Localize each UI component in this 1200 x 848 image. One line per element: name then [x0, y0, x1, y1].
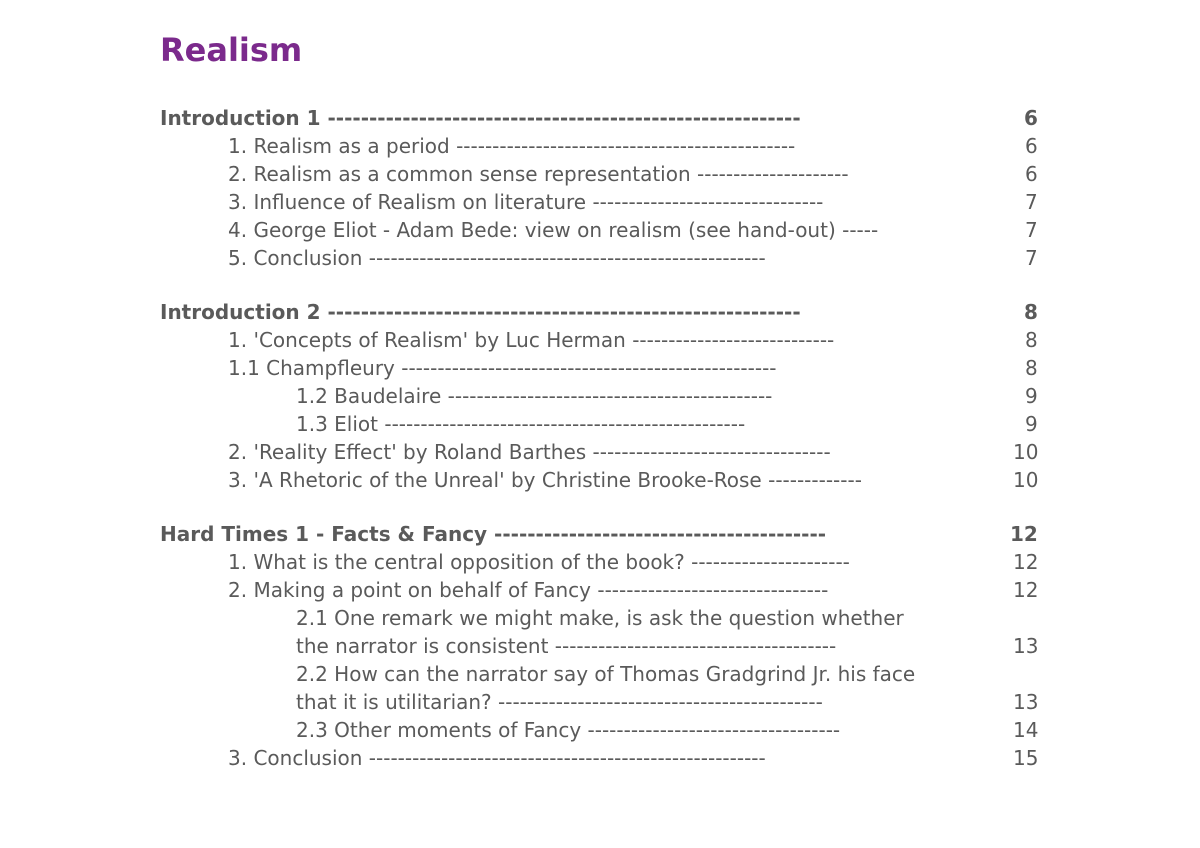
toc-section-heading [160, 104, 1038, 132]
toc-page-number: 6 [1025, 134, 1038, 158]
toc-entry-text: 1. 'Concepts of Realism' by Luc Herman ---------------------------- [228, 328, 835, 352]
toc-entry [296, 382, 1038, 410]
toc-page-number: 9 [1025, 384, 1038, 408]
toc-entry [228, 160, 1038, 188]
toc-entry [296, 716, 1038, 744]
toc-entry-text: 2.1 One remark we might make, is ask the question whether [296, 606, 904, 630]
toc-section-heading [160, 520, 1038, 548]
toc-page-number: 6 [1025, 162, 1038, 186]
toc-entry [296, 688, 1038, 716]
toc-page-number: 10 [1013, 440, 1038, 464]
toc-entry-text: Hard Times 1 - Facts & Fancy ---------------------------------------- [160, 522, 827, 546]
toc-entry [228, 438, 1038, 466]
toc-entry [228, 744, 1038, 772]
toc-entry [296, 632, 1038, 660]
toc-entry-text: Introduction 2 --------------------------------------------------------- [160, 300, 801, 324]
toc-entry [228, 576, 1038, 604]
toc-page-number: 8 [1025, 356, 1038, 380]
toc-entry-text: that it is utilitarian? --------------------------------------------- [296, 690, 823, 714]
toc-entry [228, 354, 1038, 382]
toc-page-number: 13 [1013, 690, 1038, 714]
toc-entry [228, 548, 1038, 576]
toc-entry [296, 410, 1038, 438]
document-title: Realism [160, 31, 303, 69]
toc-entry-text: 1.2 Baudelaire --------------------------------------------- [296, 384, 773, 408]
toc-entry [228, 244, 1038, 272]
toc-page-number: 15 [1013, 746, 1038, 770]
toc-entry-text: Introduction 1 --------------------------------------------------------- [160, 106, 801, 130]
toc-page-number: 12 [1013, 550, 1038, 574]
toc-entry-text: 1. What is the central opposition of the book? ---------------------- [228, 550, 850, 574]
toc-page-number: 7 [1025, 190, 1038, 214]
toc-entry-text: 2.2 How can the narrator say of Thomas Gradgrind Jr. his face [296, 662, 916, 686]
toc-entry [296, 660, 1038, 688]
toc-entry-text: 1.3 Eliot -------------------------------------------------- [296, 412, 746, 436]
toc-page-number: 9 [1025, 412, 1038, 436]
toc-page-number: 12 [1010, 522, 1038, 546]
toc-entry-text: 3. Conclusion ------------------------------------------------------- [228, 746, 766, 770]
toc-entry [228, 326, 1038, 354]
toc-entry [228, 188, 1038, 216]
toc-entry-text: 2.3 Other moments of Fancy ----------------------------------- [296, 718, 841, 742]
toc-entry [228, 466, 1038, 494]
toc-entry-text: 3. Influence of Realism on literature -------------------------------- [228, 190, 824, 214]
toc-page-number: 13 [1013, 634, 1038, 658]
toc-entry-text: 2. 'Reality Effect' by Roland Barthes --------------------------------- [228, 440, 831, 464]
toc-entry-text: 1.1 Champfleury ---------------------------------------------------- [228, 356, 777, 380]
toc-entry-text: 3. 'A Rhetoric of the Unreal' by Christine Brooke-Rose ------------- [228, 468, 862, 492]
toc-page-number: 7 [1025, 218, 1038, 242]
toc-entry-text: 2. Realism as a common sense representation --------------------- [228, 162, 849, 186]
toc-entry-text: 5. Conclusion ------------------------------------------------------- [228, 246, 766, 270]
toc-page-number: 8 [1025, 328, 1038, 352]
toc-page-number: 8 [1024, 300, 1038, 324]
toc-entry [296, 604, 1038, 632]
toc-entry-text: 2. Making a point on behalf of Fancy -------------------------------- [228, 578, 829, 602]
toc-entry [228, 132, 1038, 160]
toc-page-number: 7 [1025, 246, 1038, 270]
toc-entry [228, 216, 1038, 244]
toc-section-heading [160, 298, 1038, 326]
toc-page-number: 12 [1013, 578, 1038, 602]
toc-entry-text: 4. George Eliot - Adam Bede: view on realism (see hand-out) ----- [228, 218, 879, 242]
toc-entry-text: the narrator is consistent --------------------------------------- [296, 634, 837, 658]
toc-page-number: 6 [1024, 106, 1038, 130]
toc-page-number: 10 [1013, 468, 1038, 492]
toc-entry-text: 1. Realism as a period ----------------------------------------------- [228, 134, 796, 158]
toc-page-number: 14 [1013, 718, 1038, 742]
